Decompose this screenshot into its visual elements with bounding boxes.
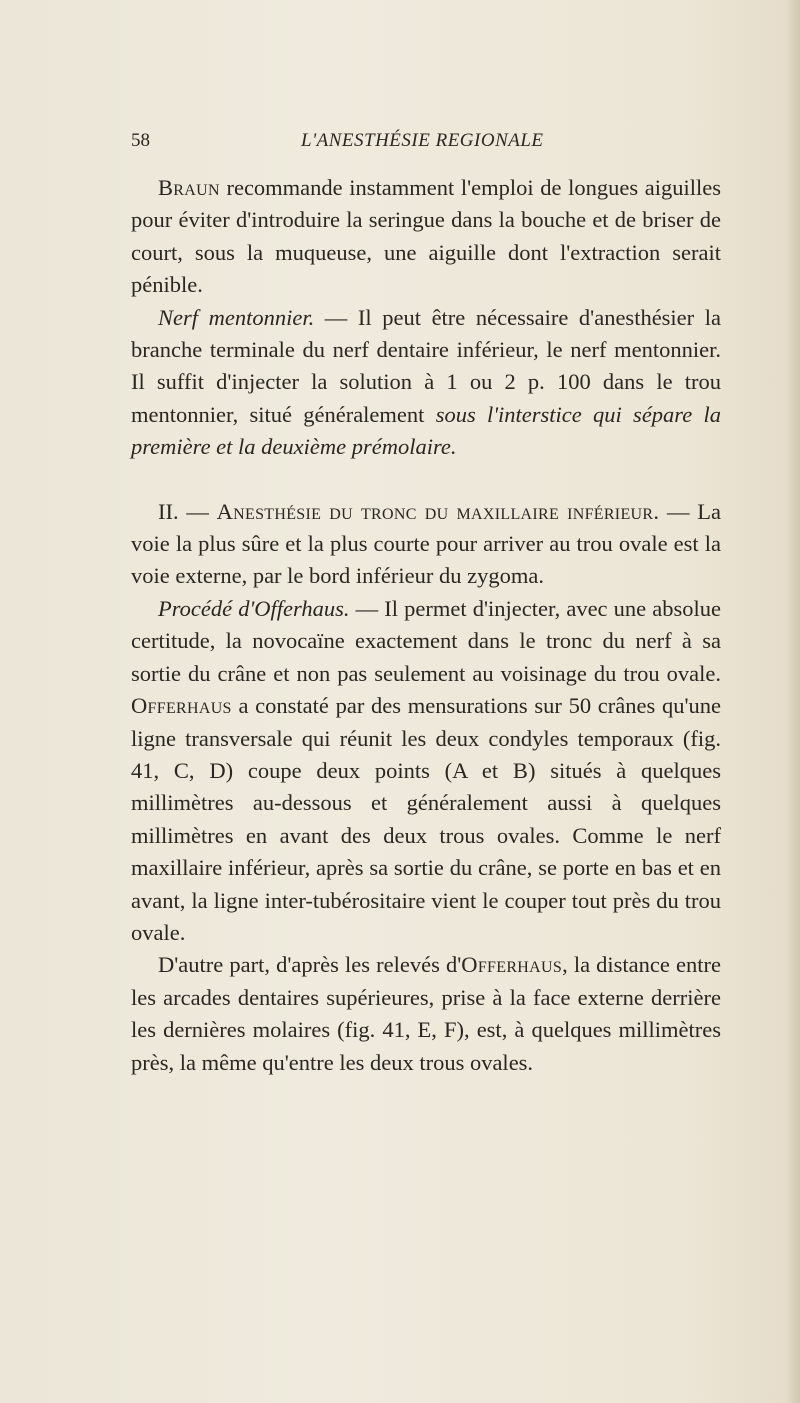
paragraph-braun bbox=[131, 172, 721, 302]
paragraph-text: — Il peut être nécessaire d'anesthésier la branche terminale du nerf dentaire inférieur, le nerf mentonnier. Il suffit d'injecter la solution à 1 ou 2 p. 100 dans le trou mentonnier, situé généralement bbox=[131, 304, 721, 427]
section-lead: Nerf mentonnier. bbox=[158, 304, 315, 330]
paragraph-text: a constaté par des mensurations sur 50 crânes qu'une ligne transversale qui réunit les deux condyles temporaux (fig. 41, C, D) coupe deux points (A et B) situés à quelques millimètres au-dessous et généralement aussi à quelques millimètres en avant des deux trous ovales. Comme le nerf maxillaire inférieur, après sa sortie du crâne, se porte en bas et en avant, la ligne inter-tubérositaire vient le couper tout près du trou ovale. bbox=[131, 693, 721, 945]
section-lead: Procédé d'Offerhaus. bbox=[158, 595, 350, 621]
paragraph-section-ii bbox=[131, 496, 721, 593]
page-number: 58 bbox=[131, 130, 150, 151]
paragraph-autre-part bbox=[131, 949, 721, 1079]
emphasis-text: sous l'interstice qui sépare la première et la deuxième prémolaire. bbox=[131, 401, 721, 460]
paragraph-text: D'autre part, d'après les relevés d' bbox=[158, 952, 462, 978]
author-name: Braun bbox=[158, 175, 220, 200]
paragraph-text: — Il permet d'injecter, avec une absolue certitude, la novocaïne exactement dans le tronc du nerf à sa sortie du crâne et non pas seulement au voisinage du trou ovale. bbox=[131, 595, 722, 686]
paragraph-text: — La voie la plus sûre et la plus courte pour arriver au trou ovale est la voie externe, par le bord inférieur du zygoma. bbox=[131, 498, 721, 589]
paragraph-procede-offerhaus bbox=[131, 593, 721, 949]
section-numeral: II. — bbox=[158, 498, 217, 524]
running-header bbox=[131, 130, 721, 158]
paragraph-nerf-mentonnier bbox=[131, 302, 721, 464]
paragraph-text: , la distance entre les arcades dentaires supérieures, prise à la face externe derrière les dernières molaires (fig. 41, E, F), est, à quelques millimètres près, la même qu'entre les deux trous ovales. bbox=[131, 952, 721, 1075]
body-text bbox=[131, 172, 721, 1079]
section-heading: Anesthésie du tronc du maxillaire inférieur. bbox=[216, 498, 660, 524]
running-title: L'ANESTHÉSIE REGIONALE bbox=[301, 130, 544, 151]
author-name: Offerhaus bbox=[131, 693, 232, 719]
paragraph-text: recommande instamment l'emploi de longues aiguilles pour éviter d'introduire la seringue dans la bouche et de briser de court, sous la muqueuse, une aiguille dont l'extraction serait pénible. bbox=[131, 175, 721, 298]
author-name: Offerhaus bbox=[461, 952, 563, 978]
